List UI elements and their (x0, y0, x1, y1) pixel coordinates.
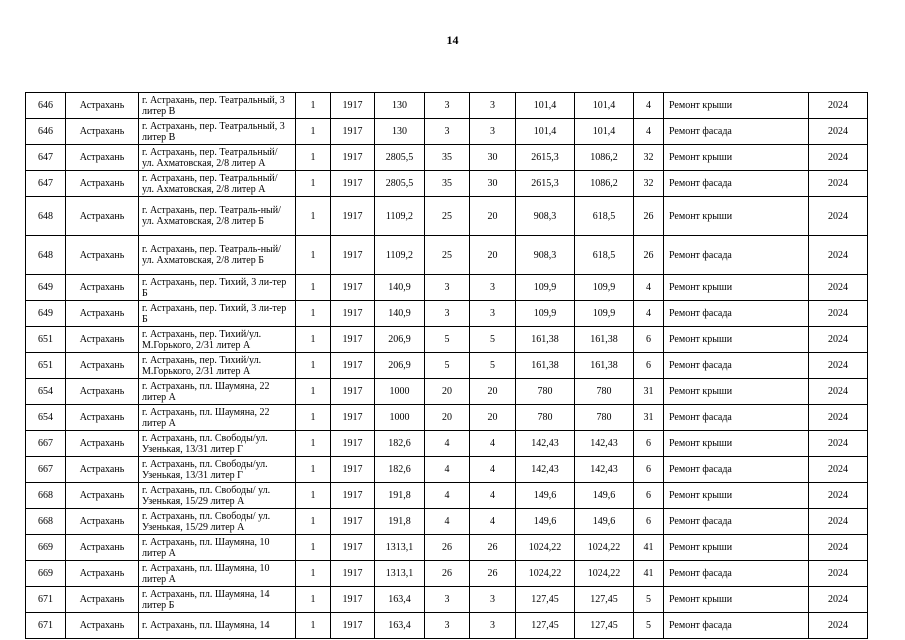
count-cell: 41 (634, 561, 664, 587)
table-row (26, 353, 868, 379)
count-cell: 26 (425, 561, 470, 587)
plan-year-cell: 2024 (809, 275, 868, 301)
count-cell: 1 (296, 93, 331, 119)
year-cell: 1917 (331, 197, 375, 236)
area-cell: 1024,22 (575, 535, 634, 561)
table-row (26, 483, 868, 509)
table-row (26, 171, 868, 197)
count-cell: 3 (470, 301, 516, 327)
count-cell: 4 (470, 509, 516, 535)
plan-year-cell: 2024 (809, 561, 868, 587)
count-cell: 26 (634, 236, 664, 275)
table-row (26, 93, 868, 119)
year-cell: 1917 (331, 405, 375, 431)
row-number: 667 (26, 457, 66, 483)
total-area-cell: 191,8 (375, 509, 425, 535)
area-cell: 780 (575, 379, 634, 405)
year-cell: 1917 (331, 535, 375, 561)
count-cell: 31 (634, 379, 664, 405)
address-cell: г. Астрахань, пер. Тихий, 3 ли-тер Б (139, 301, 296, 327)
count-cell: 41 (634, 535, 664, 561)
area-cell: 127,45 (575, 613, 634, 639)
count-cell: 4 (425, 431, 470, 457)
address-cell: г. Астрахань, пер. Театральный, 3 литер В (139, 93, 296, 119)
year-cell: 1917 (331, 327, 375, 353)
plan-year-cell: 2024 (809, 145, 868, 171)
area-cell: 101,4 (516, 93, 575, 119)
count-cell: 5 (634, 613, 664, 639)
total-area-cell: 130 (375, 119, 425, 145)
plan-year-cell: 2024 (809, 171, 868, 197)
housing-repair-table (25, 92, 868, 639)
work-type-cell: Ремонт фасада (664, 301, 809, 327)
work-type-cell: Ремонт крыши (664, 587, 809, 613)
row-number: 669 (26, 561, 66, 587)
row-number: 649 (26, 275, 66, 301)
count-cell: 1 (296, 613, 331, 639)
total-area-cell: 1109,2 (375, 197, 425, 236)
count-cell: 25 (425, 197, 470, 236)
work-type-cell: Ремонт крыши (664, 275, 809, 301)
count-cell: 4 (470, 483, 516, 509)
count-cell: 20 (425, 379, 470, 405)
count-cell: 1 (296, 301, 331, 327)
address-cell: г. Астрахань, пер. Театраль-ный/ул. Ахматовская, 2/8 литер Б (139, 236, 296, 275)
area-cell: 149,6 (516, 483, 575, 509)
year-cell: 1917 (331, 93, 375, 119)
area-cell: 149,6 (575, 509, 634, 535)
total-area-cell: 1313,1 (375, 535, 425, 561)
row-number: 648 (26, 197, 66, 236)
city-cell: Астрахань (66, 353, 139, 379)
city-cell: Астрахань (66, 613, 139, 639)
total-area-cell: 2805,5 (375, 171, 425, 197)
count-cell: 1 (296, 509, 331, 535)
count-cell: 3 (470, 587, 516, 613)
area-cell: 780 (575, 405, 634, 431)
row-number: 671 (26, 587, 66, 613)
table-row (26, 587, 868, 613)
area-cell: 127,45 (516, 613, 575, 639)
count-cell: 6 (634, 483, 664, 509)
count-cell: 3 (470, 119, 516, 145)
area-cell: 127,45 (575, 587, 634, 613)
table-row (26, 119, 868, 145)
count-cell: 20 (425, 405, 470, 431)
area-cell: 1024,22 (575, 561, 634, 587)
work-type-cell: Ремонт крыши (664, 197, 809, 236)
plan-year-cell: 2024 (809, 119, 868, 145)
table-row (26, 327, 868, 353)
city-cell: Астрахань (66, 431, 139, 457)
plan-year-cell: 2024 (809, 236, 868, 275)
count-cell: 30 (470, 145, 516, 171)
city-cell: Астрахань (66, 301, 139, 327)
area-cell: 101,4 (516, 119, 575, 145)
city-cell: Астрахань (66, 327, 139, 353)
count-cell: 6 (634, 509, 664, 535)
table-body (26, 93, 868, 639)
table-row (26, 275, 868, 301)
address-cell: г. Астрахань, пл. Свободы/ ул. Узенькая, 15/29 литер А (139, 483, 296, 509)
city-cell: Астрахань (66, 197, 139, 236)
row-number: 668 (26, 509, 66, 535)
total-area-cell: 1109,2 (375, 236, 425, 275)
count-cell: 4 (634, 301, 664, 327)
count-cell: 4 (470, 431, 516, 457)
year-cell: 1917 (331, 119, 375, 145)
work-type-cell: Ремонт крыши (664, 431, 809, 457)
plan-year-cell: 2024 (809, 483, 868, 509)
count-cell: 5 (470, 327, 516, 353)
count-cell: 1 (296, 379, 331, 405)
count-cell: 1 (296, 353, 331, 379)
city-cell: Астрахань (66, 379, 139, 405)
count-cell: 3 (470, 275, 516, 301)
count-cell: 3 (425, 587, 470, 613)
plan-year-cell: 2024 (809, 587, 868, 613)
count-cell: 3 (425, 275, 470, 301)
address-cell: г. Астрахань, пл. Шаумяна, 22 литер А (139, 379, 296, 405)
count-cell: 35 (425, 145, 470, 171)
count-cell: 4 (425, 509, 470, 535)
work-type-cell: Ремонт фасада (664, 561, 809, 587)
year-cell: 1917 (331, 431, 375, 457)
address-cell: г. Астрахань, пер. Тихий/ул. М.Горького, 2/31 литер А (139, 353, 296, 379)
work-type-cell: Ремонт фасада (664, 457, 809, 483)
address-cell: г. Астрахань, пл. Свободы/ул. Узенькая, 13/31 литер Г (139, 431, 296, 457)
total-area-cell: 191,8 (375, 483, 425, 509)
area-cell: 618,5 (575, 197, 634, 236)
count-cell: 32 (634, 145, 664, 171)
work-type-cell: Ремонт крыши (664, 327, 809, 353)
year-cell: 1917 (331, 561, 375, 587)
total-area-cell: 1000 (375, 379, 425, 405)
plan-year-cell: 2024 (809, 353, 868, 379)
total-area-cell: 140,9 (375, 275, 425, 301)
table-row (26, 509, 868, 535)
count-cell: 1 (296, 171, 331, 197)
year-cell: 1917 (331, 236, 375, 275)
year-cell: 1917 (331, 483, 375, 509)
work-type-cell: Ремонт крыши (664, 483, 809, 509)
plan-year-cell: 2024 (809, 405, 868, 431)
city-cell: Астрахань (66, 405, 139, 431)
count-cell: 5 (470, 353, 516, 379)
count-cell: 4 (634, 93, 664, 119)
city-cell: Астрахань (66, 483, 139, 509)
table-row (26, 457, 868, 483)
area-cell: 161,38 (575, 327, 634, 353)
table-row (26, 379, 868, 405)
row-number: 646 (26, 93, 66, 119)
year-cell: 1917 (331, 275, 375, 301)
address-cell: г. Астрахань, пер. Театраль-ный/ул. Ахматовская, 2/8 литер Б (139, 197, 296, 236)
year-cell: 1917 (331, 457, 375, 483)
area-cell: 780 (516, 405, 575, 431)
count-cell: 20 (470, 236, 516, 275)
plan-year-cell: 2024 (809, 431, 868, 457)
area-cell: 1086,2 (575, 145, 634, 171)
work-type-cell: Ремонт крыши (664, 145, 809, 171)
area-cell: 2615,3 (516, 145, 575, 171)
address-cell: г. Астрахань, пер. Театральный/ ул. Ахматовская, 2/8 литер А (139, 145, 296, 171)
area-cell: 908,3 (516, 197, 575, 236)
plan-year-cell: 2024 (809, 509, 868, 535)
city-cell: Астрахань (66, 457, 139, 483)
city-cell: Астрахань (66, 236, 139, 275)
table-row (26, 236, 868, 275)
row-number: 647 (26, 145, 66, 171)
count-cell: 1 (296, 483, 331, 509)
work-type-cell: Ремонт фасада (664, 171, 809, 197)
area-cell: 109,9 (575, 301, 634, 327)
area-cell: 109,9 (575, 275, 634, 301)
count-cell: 1 (296, 119, 331, 145)
city-cell: Астрахань (66, 509, 139, 535)
work-type-cell: Ремонт крыши (664, 93, 809, 119)
area-cell: 142,43 (575, 431, 634, 457)
row-number: 668 (26, 483, 66, 509)
address-cell: г. Астрахань, пл. Свободы/ул. Узенькая, 13/31 литер Г (139, 457, 296, 483)
area-cell: 161,38 (516, 353, 575, 379)
table-row (26, 301, 868, 327)
city-cell: Астрахань (66, 145, 139, 171)
address-cell: г. Астрахань, пл. Шаумяна, 14 литер Б (139, 587, 296, 613)
row-number: 654 (26, 379, 66, 405)
count-cell: 20 (470, 197, 516, 236)
area-cell: 142,43 (516, 431, 575, 457)
year-cell: 1917 (331, 145, 375, 171)
work-type-cell: Ремонт крыши (664, 535, 809, 561)
count-cell: 3 (425, 119, 470, 145)
plan-year-cell: 2024 (809, 379, 868, 405)
year-cell: 1917 (331, 587, 375, 613)
row-number: 669 (26, 535, 66, 561)
year-cell: 1917 (331, 509, 375, 535)
work-type-cell: Ремонт фасада (664, 509, 809, 535)
table-row (26, 431, 868, 457)
count-cell: 1 (296, 405, 331, 431)
area-cell: 109,9 (516, 275, 575, 301)
count-cell: 1 (296, 236, 331, 275)
total-area-cell: 182,6 (375, 457, 425, 483)
count-cell: 1 (296, 327, 331, 353)
city-cell: Астрахань (66, 275, 139, 301)
address-cell: г. Астрахань, пер. Театральный, 3 литер В (139, 119, 296, 145)
city-cell: Астрахань (66, 535, 139, 561)
area-cell: 618,5 (575, 236, 634, 275)
address-cell: г. Астрахань, пер. Тихий/ул. М.Горького, 2/31 литер А (139, 327, 296, 353)
plan-year-cell: 2024 (809, 301, 868, 327)
count-cell: 31 (634, 405, 664, 431)
count-cell: 6 (634, 457, 664, 483)
area-cell: 142,43 (516, 457, 575, 483)
row-number: 647 (26, 171, 66, 197)
total-area-cell: 1313,1 (375, 561, 425, 587)
area-cell: 109,9 (516, 301, 575, 327)
count-cell: 26 (470, 561, 516, 587)
address-cell: г. Астрахань, пл. Свободы/ ул. Узенькая, 15/29 литер А (139, 509, 296, 535)
total-area-cell: 206,9 (375, 353, 425, 379)
count-cell: 3 (425, 301, 470, 327)
count-cell: 4 (470, 457, 516, 483)
count-cell: 1 (296, 197, 331, 236)
area-cell: 908,3 (516, 236, 575, 275)
count-cell: 3 (470, 613, 516, 639)
work-type-cell: Ремонт крыши (664, 379, 809, 405)
count-cell: 1 (296, 535, 331, 561)
count-cell: 32 (634, 171, 664, 197)
year-cell: 1917 (331, 613, 375, 639)
count-cell: 6 (634, 327, 664, 353)
city-cell: Астрахань (66, 171, 139, 197)
address-cell: г. Астрахань, пл. Шаумяна, 14 (139, 613, 296, 639)
area-cell: 149,6 (516, 509, 575, 535)
area-cell: 780 (516, 379, 575, 405)
plan-year-cell: 2024 (809, 457, 868, 483)
work-type-cell: Ремонт фасада (664, 236, 809, 275)
table-row (26, 145, 868, 171)
count-cell: 5 (425, 353, 470, 379)
area-cell: 127,45 (516, 587, 575, 613)
row-number: 651 (26, 353, 66, 379)
table-row (26, 561, 868, 587)
area-cell: 161,38 (575, 353, 634, 379)
total-area-cell: 130 (375, 93, 425, 119)
area-cell: 101,4 (575, 93, 634, 119)
count-cell: 5 (634, 587, 664, 613)
count-cell: 1 (296, 561, 331, 587)
total-area-cell: 182,6 (375, 431, 425, 457)
count-cell: 25 (425, 236, 470, 275)
area-cell: 161,38 (516, 327, 575, 353)
total-area-cell: 2805,5 (375, 145, 425, 171)
year-cell: 1917 (331, 353, 375, 379)
address-cell: г. Астрахань, пер. Тихий, 3 ли-тер Б (139, 275, 296, 301)
area-cell: 2615,3 (516, 171, 575, 197)
row-number: 646 (26, 119, 66, 145)
total-area-cell: 163,4 (375, 613, 425, 639)
count-cell: 20 (470, 379, 516, 405)
row-number: 649 (26, 301, 66, 327)
area-cell: 1024,22 (516, 535, 575, 561)
count-cell: 30 (470, 171, 516, 197)
count-cell: 4 (425, 457, 470, 483)
table-row (26, 535, 868, 561)
address-cell: г. Астрахань, пл. Шаумяна, 10 литер А (139, 561, 296, 587)
count-cell: 1 (296, 275, 331, 301)
area-cell: 1086,2 (575, 171, 634, 197)
work-type-cell: Ремонт фасада (664, 405, 809, 431)
city-cell: Астрахань (66, 93, 139, 119)
row-number: 654 (26, 405, 66, 431)
count-cell: 4 (634, 275, 664, 301)
work-type-cell: Ремонт фасада (664, 613, 809, 639)
total-area-cell: 140,9 (375, 301, 425, 327)
count-cell: 20 (470, 405, 516, 431)
row-number: 667 (26, 431, 66, 457)
address-cell: г. Астрахань, пл. Шаумяна, 22 литер А (139, 405, 296, 431)
count-cell: 1 (296, 431, 331, 457)
count-cell: 1 (296, 457, 331, 483)
city-cell: Астрахань (66, 561, 139, 587)
year-cell: 1917 (331, 379, 375, 405)
count-cell: 26 (425, 535, 470, 561)
count-cell: 6 (634, 353, 664, 379)
count-cell: 1 (296, 587, 331, 613)
address-cell: г. Астрахань, пл. Шаумяна, 10 литер А (139, 535, 296, 561)
count-cell: 4 (425, 483, 470, 509)
count-cell: 4 (634, 119, 664, 145)
count-cell: 35 (425, 171, 470, 197)
area-cell: 142,43 (575, 457, 634, 483)
row-number: 648 (26, 236, 66, 275)
year-cell: 1917 (331, 301, 375, 327)
total-area-cell: 1000 (375, 405, 425, 431)
count-cell: 6 (634, 431, 664, 457)
city-cell: Астрахань (66, 587, 139, 613)
table-row (26, 613, 868, 639)
count-cell: 3 (470, 93, 516, 119)
count-cell: 3 (425, 93, 470, 119)
total-area-cell: 206,9 (375, 327, 425, 353)
area-cell: 101,4 (575, 119, 634, 145)
city-cell: Астрахань (66, 119, 139, 145)
work-type-cell: Ремонт фасада (664, 353, 809, 379)
plan-year-cell: 2024 (809, 197, 868, 236)
table-row (26, 405, 868, 431)
plan-year-cell: 2024 (809, 535, 868, 561)
count-cell: 26 (634, 197, 664, 236)
count-cell: 26 (470, 535, 516, 561)
table-row (26, 197, 868, 236)
area-cell: 149,6 (575, 483, 634, 509)
area-cell: 1024,22 (516, 561, 575, 587)
count-cell: 1 (296, 145, 331, 171)
work-type-cell: Ремонт фасада (664, 119, 809, 145)
plan-year-cell: 2024 (809, 327, 868, 353)
count-cell: 5 (425, 327, 470, 353)
count-cell: 3 (425, 613, 470, 639)
total-area-cell: 163,4 (375, 587, 425, 613)
plan-year-cell: 2024 (809, 613, 868, 639)
plan-year-cell: 2024 (809, 93, 868, 119)
row-number: 671 (26, 613, 66, 639)
year-cell: 1917 (331, 171, 375, 197)
row-number: 651 (26, 327, 66, 353)
page-number: 14 (446, 33, 459, 47)
address-cell: г. Астрахань, пер. Театральный/ ул. Ахматовская, 2/8 литер А (139, 171, 296, 197)
